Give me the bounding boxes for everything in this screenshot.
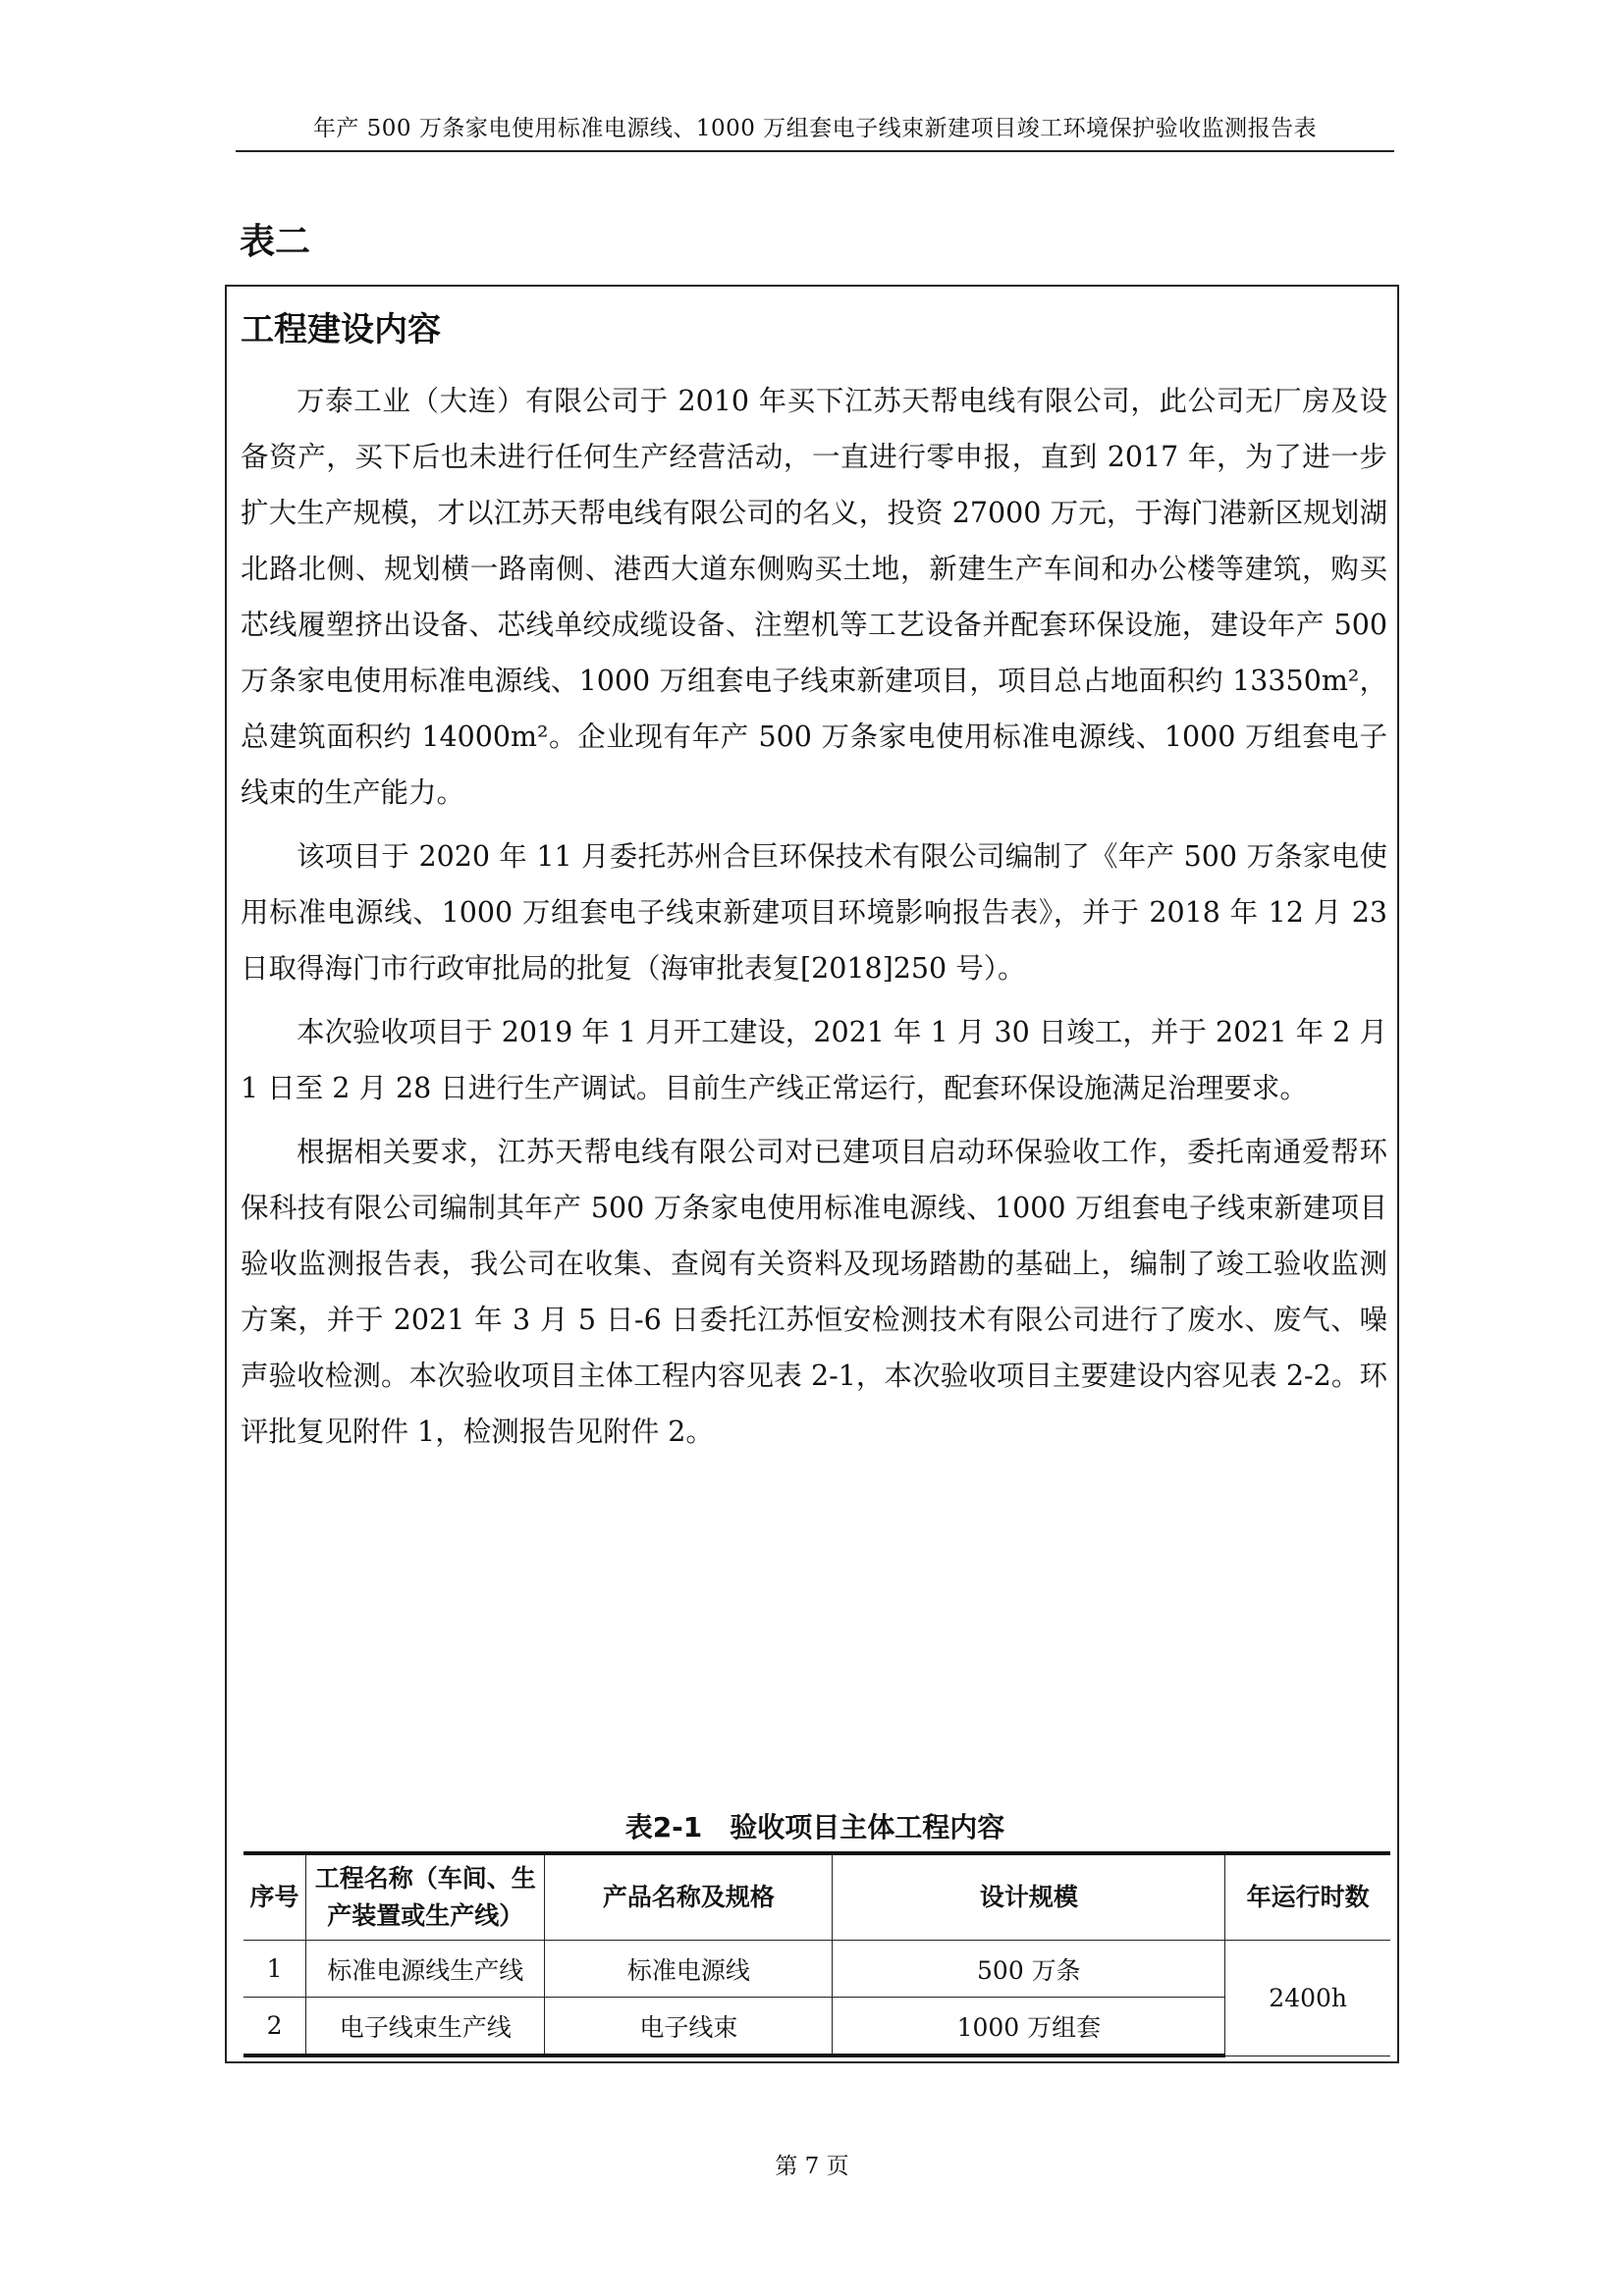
paragraph: 本次验收项目于 2019 年 1 月开工建设，2021 年 1 月 30 日竣工，并于 2021 年 2 月 1 日至 2 月 28 日进行生产调试。目前生产线正常运行，配套环保设施满足治理要求。 bbox=[241, 1016, 1387, 1104]
cell-name: 标准电源线生产线 bbox=[306, 1941, 545, 1998]
header-cell-scale: 设计规模 bbox=[833, 1853, 1225, 1941]
cell-product: 电子线束 bbox=[545, 1998, 833, 2056]
box-heading: 工程建设内容 bbox=[241, 310, 441, 349]
cell-name: 电子线束生产线 bbox=[306, 1998, 545, 2056]
cell-scale: 500 万条 bbox=[833, 1941, 1225, 1998]
header-divider bbox=[236, 150, 1394, 152]
header-cell-no: 序号 bbox=[244, 1853, 306, 1941]
table-row bbox=[244, 1941, 1390, 1998]
header-cell-hours: 年运行时数 bbox=[1225, 1853, 1390, 1941]
header-cell-product: 产品名称及规格 bbox=[545, 1853, 833, 1941]
table-header-row bbox=[244, 1853, 1390, 1941]
project-table bbox=[244, 1851, 1390, 2057]
section-label: 表二 bbox=[240, 222, 311, 262]
table-row bbox=[244, 1998, 1390, 2056]
table-caption: 表2-1 验收项目主体工程内容 bbox=[624, 1811, 1005, 1843]
cell-product: 标准电源线 bbox=[545, 1941, 833, 1998]
cell-no: 2 bbox=[244, 1998, 306, 2056]
cell-annual-hours: 2400h bbox=[1225, 1941, 1390, 2056]
running-header: 年产 500 万条家电使用标准电源线、1000 万组套电子线束新建项目竣工环境保护验收监测报告表 bbox=[312, 116, 1318, 141]
paragraph: 万泰工业（大连）有限公司于 2010 年买下江苏天帮电线有限公司，此公司无厂房及设备资产，买下后也未进行任何生产经营活动，一直进行零申报，直到 2017 年，为了进一步扩大生产规模，才以江苏天帮电线有限公司的名义，投资 27000 万元，于海门港新区规划湖北路北侧、规划横一路南侧、港西大道东侧购买土地，新建生产车间和办公楼等建筑，购买芯线履塑挤出设备、芯线单绞成缆设备、注塑机等工艺设备并配套环保设施，建设年产 500 万条家电使用标准电源线、1000 万组套电子线束新建项目，项目总占地面积约 13350m²，总建筑面积约 14000m²。企业现有年产 500 万条家电使用标准电源线、1000 万组套电子线束的生产能力。 bbox=[241, 385, 1387, 809]
page-number: 第 7 页 bbox=[775, 2154, 849, 2179]
header-cell-name: 工程名称（车间、生产装置或生产线） bbox=[306, 1853, 545, 1941]
paragraph: 根据相关要求，江苏天帮电线有限公司对已建项目启动环保验收工作，委托南通爱帮环保科技有限公司编制其年产 500 万条家电使用标准电源线、1000 万组套电子线束新建项目验收监测报告表，我公司在收集、查阅有关资料及现场踏勘的基础上，编制了竣工验收监测方案，并于 2021 年 3 月 5 日-6 日委托江苏恒安检测技术有限公司进行了废水、废气、噪声验收检测。本次验收项目主体工程内容见表 2-1，本次验收项目主要建设内容见表 2-2。环评批复见附件 1，检测报告见附件 2。 bbox=[241, 1136, 1387, 1448]
cell-scale: 1000 万组套 bbox=[833, 1998, 1225, 2056]
cell-no: 1 bbox=[244, 1941, 306, 1998]
body-text bbox=[241, 373, 1387, 1460]
paragraph: 该项目于 2020 年 11 月委托苏州合巨环保技术有限公司编制了《年产 500 万条家电使用标准电源线、1000 万组套电子线束新建项目环境影响报告表》，并于 2018 年 12 月 23 日取得海门市行政审批局的批复（海审批表复[2018]250 号）。 bbox=[241, 840, 1387, 985]
